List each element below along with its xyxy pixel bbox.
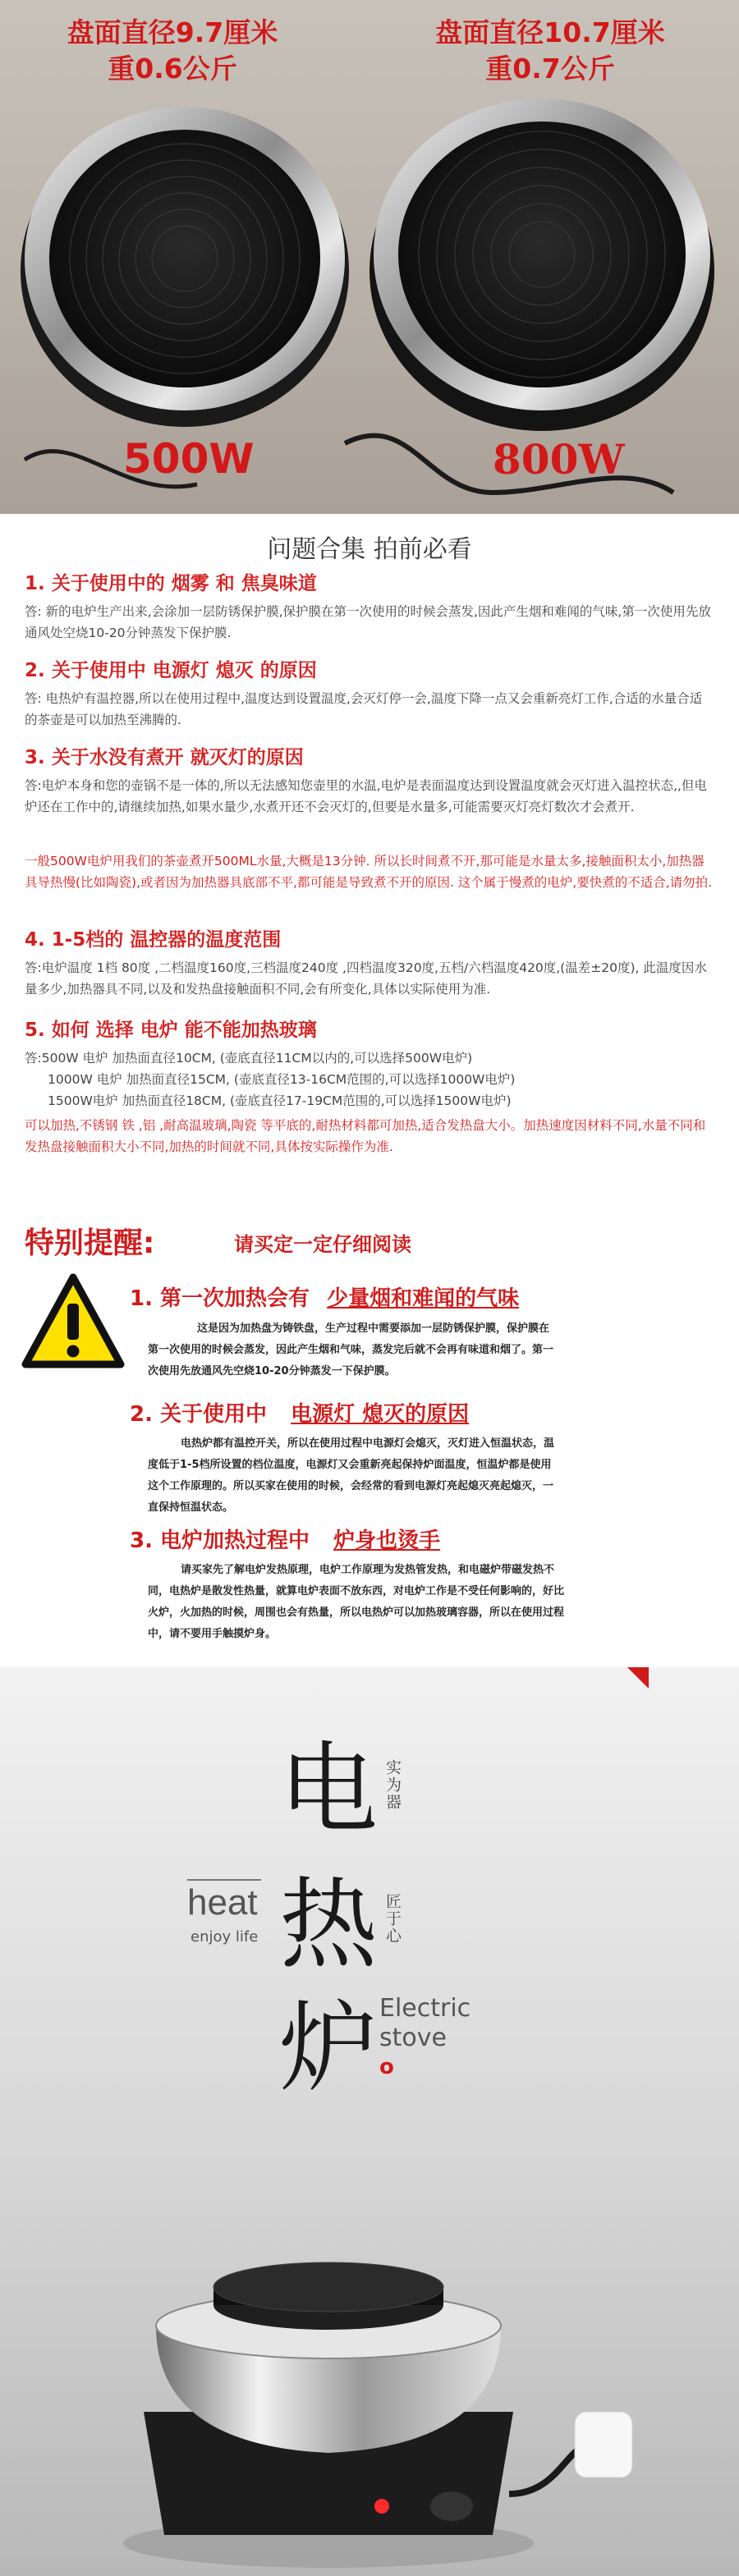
- reminder-item-3-number: 3.: [130, 1529, 153, 1553]
- reminder-item-2-body: 电热炉都有温控开关，所以在使用过程中电源灯会熄灭，灭灯进入恒温状态，温度低于1-5档所设置的档位温度，电源灯又会重新亮起保持炉面温度，恒温炉都是使用这个工作原理的。所以买家在使用的时候，会经常的看到电源灯亮起熄灭亮起熄灭，一直保持恒温状态。: [148, 1437, 555, 1514]
- faq-heading-5: 5. 如何 选择 电炉 能不能加热玻璃: [25, 1020, 317, 1041]
- stove-word: stove: [379, 2024, 447, 2052]
- faq-answer-1: 答: 新的电炉生产出来,会涂加一层防锈保护膜,保护膜在第一次使用的时候会蒸发,因此产生烟和难闻的气味,第一次使用先放通风处空烧10-20分钟蒸发下保护膜.: [25, 604, 711, 640]
- reminder-subtitle: 请买定一定仔细阅读: [234, 1233, 411, 1256]
- faq-heading-1: 1. 关于使用中的 烟雾 和 焦臭味道: [25, 573, 317, 594]
- reminder-item-1-number: 1.: [130, 1286, 153, 1311]
- right-plate-weight: 重0.7公斤: [485, 53, 615, 85]
- electric-stove-image: [0, 2182, 739, 2576]
- warning-icon: [21, 1272, 126, 1369]
- red-bullet: o: [379, 2055, 394, 2079]
- faq-answer-5-line-2: 1000W 电炉 加热面直径15CM, (壶底直径13-16CM范围的,可以选择1000W电炉): [48, 1072, 516, 1087]
- title-char-3: 炉: [279, 1992, 378, 2106]
- reminder-item-2-number: 2.: [130, 1402, 153, 1427]
- reminder-item-1-body: 这是因为加热盘为铸铁盘，生产过程中需要添加一层防锈保护膜，保护膜在第一次使用的时候会蒸发，因此产生烟和气味，蒸发完后就不会再有味道和烟了。第一次使用先放通风先空烧10-20分钟蒸发一下保护膜。: [148, 1322, 554, 1377]
- faq-note-3: 一般500W电炉用我们的茶壶煮开500ML水量,大概是13分钟. 所以长时间煮不开,那可能是水量太多,接触面积太小,加热器具导热慢(比如陶瓷),或者因为加热器具底部不平,都可能是导致煮不开的原因. 这个属于慢煮的电炉,要快煮的不适合,请勿拍.: [25, 854, 713, 890]
- left-plate-title: [49, 15, 296, 87]
- faq-answer-3: 答:电炉本身和您的壶锅不是一体的,所以无法感知您壶里的水温,电炉是表面温度达到设置温度就会灭灯进入温控状态,,但电炉还在工作中的,请继续加热,如果水量少,水煮开还不会灭灯的,但要是水量多,可能需要灭灯亮灯数次才会煮开.: [25, 778, 707, 814]
- left-plate-wattage: 500W: [123, 435, 255, 483]
- right-plate-title: [411, 15, 690, 87]
- reminder-item-3-body: 请买家先了解电炉发热原理，电炉工作原理为发热管发热，和电磁炉带磁发热不同，电热炉是散发性热量，就算电炉表面不放东西，对电炉工作是不受任何影响的，好比火炉，火加热的时候，周围也会有热量，所以电热炉可以加热玻璃容器，所以在使用过程中，请不要用手触摸炉身。: [148, 1564, 565, 1640]
- faq-section: [0, 514, 739, 1203]
- product-poster: [0, 1667, 739, 2576]
- heat-divider: [187, 1879, 261, 1881]
- left-plate-diameter: 盘面直径9.7厘米: [67, 16, 278, 48]
- faq-heading-4: 4. 1-5档的 温控器的温度范围: [25, 929, 282, 951]
- left-plate-weight: 重0.6公斤: [108, 53, 237, 85]
- reminder-item-3-heading-b: 炉身也烫手: [333, 1529, 441, 1553]
- faq-heading-3: 3. 关于水没有煮开 就灭灯的原因: [25, 747, 304, 768]
- faq-heading-2: 2. 关于使用中 电源灯 熄灭 的原因: [25, 660, 317, 681]
- reminder-title: 特别提醒:: [25, 1226, 155, 1260]
- reminder-item-3-heading-a: 电炉加热过程中: [160, 1529, 310, 1553]
- title-char-2: 热: [279, 1868, 378, 1982]
- right-plate-diameter: 盘面直径10.7厘米: [435, 16, 665, 48]
- reminder-item-2-heading: [130, 1397, 469, 1428]
- heat-word: heat: [187, 1882, 258, 1923]
- electric-word: Electric: [379, 1994, 471, 2023]
- right-plate-wattage: 800W: [493, 435, 625, 484]
- reminder-item-1-heading-b: 少量烟和难闻的气味: [327, 1286, 520, 1311]
- reminder-item-1-heading: [130, 1281, 519, 1312]
- faq-answer-4: 答:电炉温度 1档 80度 ,二档温度160度,三档温度240度 ,四档温度320度,五档/六档温度420度,(温差±20度), 此温度因水量多少,加热器具不同,以及和发热盘接触面积不同,会有所变化,具体以实际使用为准.: [25, 960, 707, 997]
- hero-photo: [0, 0, 739, 514]
- reminder-item-2-heading-a: 关于使用中: [160, 1402, 268, 1427]
- reminder-item-3-heading: [130, 1524, 440, 1554]
- corner-accent: [627, 1667, 649, 1689]
- slogan-vertical-1: 实为器: [383, 1759, 402, 1811]
- slogan-vertical-2: 匠于心: [383, 1893, 402, 1945]
- reminder-item-2-heading-b: 电源灯 熄灭的原因: [291, 1402, 470, 1427]
- faq-answer-5-line-3: 1500W电炉 加热面直径18CM, (壶底直径17-19CM范围的,可以选择1500W电炉): [48, 1093, 512, 1108]
- faq-answer-5-line-1: 答:500W 电炉 加热面直径10CM, (壶底直径11CM以内的,可以选择500W电炉): [25, 1051, 473, 1066]
- faq-title: 问题合集 拍前必看: [267, 535, 472, 564]
- faq-note-5: 可以加热,不锈钢 铁 ,铝 ,耐高温玻璃,陶瓷 等平底的,耐热材料都可加热,适合发热盘大小。加热速度因材料不同,水量不同和发热盘接触面积大小不同,加热的时间就不同,具体按实际操作为准.: [25, 1118, 706, 1154]
- reminder-section: [0, 1203, 739, 1667]
- title-char-1: 电: [279, 1733, 378, 1847]
- faq-answer-2: 答: 电热炉有温控器,所以在使用过程中,温度达到设置温度,会灭灯停一会,温度下降一点又会重新亮灯工作,合适的水量合适的茶壶是可以加热至沸腾的.: [25, 691, 703, 727]
- enjoy-life-text: enjoy life: [190, 1928, 259, 1946]
- reminder-item-1-heading-a: 第一次加热会有: [160, 1286, 310, 1311]
